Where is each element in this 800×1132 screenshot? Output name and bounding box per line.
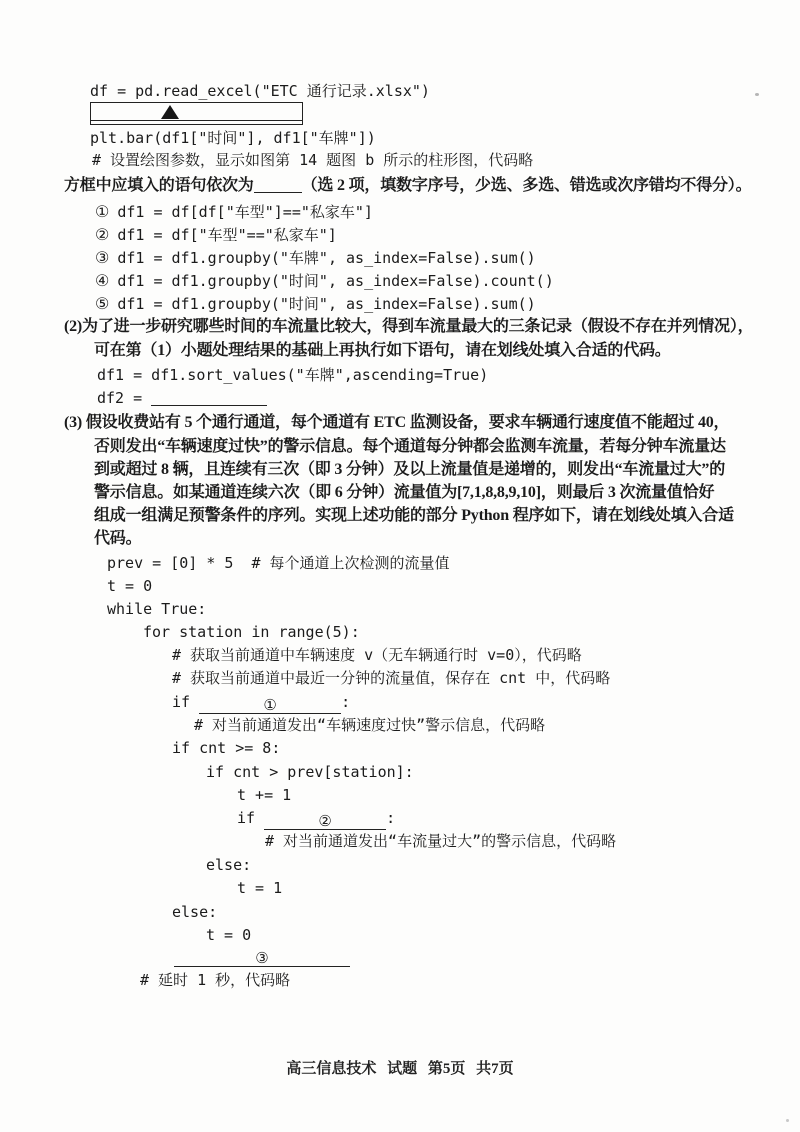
code-line-if-cnt8: if cnt >= 8:: [172, 739, 281, 757]
scan-artifact: [786, 1119, 789, 1122]
option-4-code: df1 = df1.groupby("时间", as_index=False).count(): [117, 272, 554, 290]
part3-paragraph-line1: (3) 假设收费站有 5 个通行通道，每个通道有 ETC 监测设备，要求车辆通行速度值不能超过 40，: [64, 414, 730, 431]
circled-3: ③: [255, 949, 269, 967]
option-2: [95, 225, 337, 245]
part3-paragraph-line6: 代码。: [94, 530, 142, 547]
code-comment-plot-params: # 设置绘图参数，显示如图第 14 题图 b 所示的柱形图，代码略: [92, 151, 534, 169]
if-keyword: if: [237, 809, 265, 827]
question-text-after: （选 2 项，填数字序号，少选、多选、错选或次序错均不得分）。: [301, 177, 752, 194]
code-line-t-eq-0: t = 0: [206, 926, 252, 944]
code-line-prev-init: prev = [0] * 5 # 每个通道上次检测的流量值: [107, 554, 450, 572]
page-footer: 高三信息技术 试题 第5页 共7页: [286, 1061, 514, 1077]
code-comment-warn-speed: # 对当前通道发出“车辆速度过快”警示信息，代码略: [194, 716, 546, 734]
code-line-blank3: [174, 946, 350, 967]
code-line-df2: [97, 389, 267, 408]
scan-artifact: [755, 93, 759, 96]
option-4-number: ④: [95, 271, 110, 290]
code-line-for: for station in range(5):: [143, 623, 360, 641]
part3-paragraph-line2: 否则发出“车辆速度过快”的警示信息。每个通道每分钟都会监测车流量，若每分钟车流量达: [94, 438, 726, 455]
option-2-code: df1 = df["车型"=="私家车"]: [117, 226, 337, 244]
option-5-number: ⑤: [95, 294, 110, 313]
code-line-sort-values: df1 = df1.sort_values("车牌",ascending=True): [97, 366, 489, 384]
circled-2: ②: [318, 812, 332, 830]
code-line-if-blank1: [172, 693, 350, 714]
code-line-read-excel: df = pd.read_excel("ETC 通行记录.xlsx"): [90, 82, 430, 100]
insert-box-baseline: [91, 120, 302, 121]
part3-paragraph-line4: 警示信息。如某通道连续六次（即 6 分钟）流量值为[7,1,8,8,9,10]，则最后 3 次流量值恰好: [94, 484, 715, 501]
code-line-t-eq-1: t = 1: [237, 879, 283, 897]
code-line-if-cnt-prev: if cnt > prev[station]:: [206, 763, 414, 781]
blank-3: [174, 950, 350, 967]
option-3: [95, 248, 536, 268]
part3-paragraph-line3: 到或超过 8 辆，且连续有三次（即 3 分钟）及以上流量值是递增的，则发出“车流量过大”的: [94, 461, 726, 478]
df2-label: df2 =: [97, 389, 152, 407]
insert-code-box: [90, 102, 303, 125]
option-3-code: df1 = df1.groupby("车牌", as_index=False).sum(): [117, 249, 536, 267]
code-comment-cnt: # 获取当前通道中最近一分钟的流量值，保存在 cnt 中，代码略: [172, 669, 611, 687]
question-line: [64, 176, 751, 196]
code-line-if-blank2: [237, 809, 395, 830]
part2-paragraph-line2: 可在第（1）小题处理结果的基础上再执行如下语句，请在划线处填入合适的代码。: [94, 342, 671, 359]
code-comment-delay: # 延时 1 秒，代码略: [140, 971, 291, 989]
circled-1: ①: [263, 696, 277, 714]
df2-answer-blank: [151, 389, 267, 406]
triangle-up-icon: [161, 105, 179, 119]
option-5: [95, 294, 536, 314]
part2-paragraph-line1: (2)为了进一步研究哪些时间的车流量比较大，得到车流量最大的三条记录（假设不存在并列情况），: [64, 318, 754, 335]
question-text-before: 方框中应填入的语句依次为: [64, 177, 254, 194]
option-3-number: ③: [95, 248, 110, 267]
code-comment-speed: # 获取当前通道中车辆速度 v（无车辆通行时 v=0），代码略: [172, 646, 582, 664]
option-4: [95, 271, 554, 291]
code-line-plt-bar: plt.bar(df1["时间"], df1["车牌"]): [90, 129, 376, 147]
part3-paragraph-line5: 组成一组满足预警条件的序列。实现上述功能的部分 Python 程序如下，请在划线处填入合适: [94, 507, 734, 524]
option-2-number: ②: [95, 225, 110, 244]
code-line-else-outer: else:: [172, 903, 218, 921]
if-keyword: if: [172, 693, 200, 711]
answer-blank: [254, 176, 302, 193]
colon: :: [341, 693, 351, 711]
code-line-t-increment: t += 1: [237, 786, 292, 804]
option-1-number: ①: [95, 202, 110, 221]
option-1: [95, 202, 373, 222]
colon: :: [386, 809, 396, 827]
blank-1: [199, 697, 341, 714]
code-line-while: while True:: [107, 600, 207, 618]
code-comment-warn-flow: # 对当前通道发出“车流量过大”的警示信息，代码略: [265, 832, 617, 850]
code-line-else-inner: else:: [206, 856, 252, 874]
option-5-code: df1 = df1.groupby("时间", as_index=False).sum(): [117, 295, 536, 313]
blank-2: [264, 813, 386, 830]
option-1-code: df1 = df[df["车型"]=="私家车"]: [117, 203, 373, 221]
code-line-t-init: t = 0: [107, 577, 153, 595]
